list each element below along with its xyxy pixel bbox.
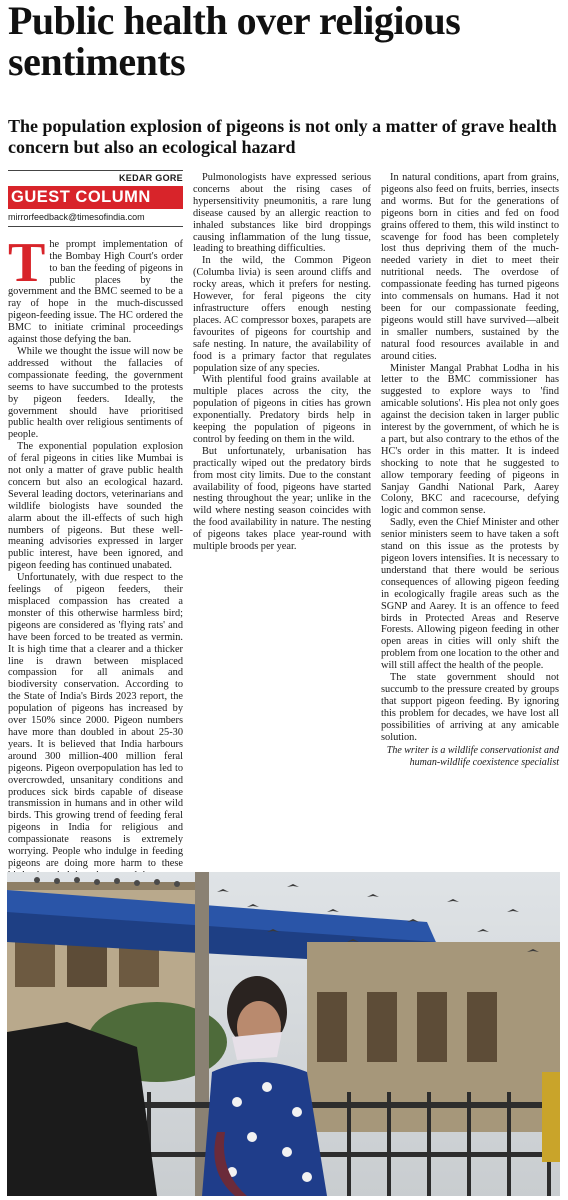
article-column-2 bbox=[193, 172, 371, 553]
author-signoff: The writer is a wildlife conservationist and human-wildlife coexistence specialist bbox=[386, 744, 559, 768]
headline: Public health over religious sentiments bbox=[8, 0, 461, 84]
article-paragraph: With plentiful food grains available at multiple places across the city, the population of pigeons in cities has grown exponentially. Predatory birds help in keeping the population of pigeons in control by feeding on them in the wild. bbox=[193, 374, 371, 445]
article-paragraph: The state government should not succumb to the pressure created by groups that support pigeon feeding. By ignoring this problem for decades, we have lost all possibilities of arriving at any amicable solution. bbox=[381, 672, 559, 743]
photo-illustration bbox=[7, 872, 560, 1196]
guest-column-label: GUEST COLUMN bbox=[8, 186, 183, 209]
article-paragraph: But unfortunately, urbanisation has practically wiped out the predatory birds from most city limits. Due to the constant availability of food, pigeons have started nesting throughout the year; unlike in the wild where nesting season coincides with the food availability in nature. The nesting of pigeons takes place year-round with multiple broods per year. bbox=[193, 445, 371, 553]
article-paragraph: Minister Mangal Prabhat Lodha in his letter to the BMC commissioner has suggested to explore ways to 'find amicable solutions'. His plea not only goes against the decision taken in larger public interest by the government, of which he is a part, but also contrary to the ethos of the HC's order in this matter. It is indeed shocking to note that he suggested to allow temporary feeding of pigeons in Sanjay Gandhi National Park, Aarey Colony, BKC and racecourse, defying logic and common sense. bbox=[381, 362, 559, 517]
article-paragraph: Pulmonologists have expressed serious concerns about the rising cases of hypersensitivity pneumonitis, a rare lung disease caused by an allergic reaction to inhaled substances like bird droppings causing inflammation of the lung tissue, leading to breathing difficulties. bbox=[193, 172, 371, 255]
drop-cap: T bbox=[8, 231, 46, 294]
article-paragraph: The exponential population explosion of feral pigeons in cities like Mumbai is not only a matter of grave public health concern but also an ecological hazard. Several leading doctors, veterinarians and wildlife biologists have sounded the alarm about the ill-effects of such high numbers of pigeons. But these well-meaning advisories expressed in larger public interest, have been ignored, and pigeon feeding has continued unabated. bbox=[8, 441, 183, 572]
article-paragraph: While we thought the issue will now be addressed without the fallacies of compassionate feeding, the government seems to have succumbed to the protests by pigeon feeders. Ideally, the government should have prioritised public health over religious sentiments of people. bbox=[8, 345, 183, 441]
article-paragraph: Sadly, even the Chief Minister and other senior ministers seem to have taken a soft stand on this issue as the protests by pigeon lovers intensifies. It is necessary to understand that there would be serious consequences of allowing pigeon feeding in ecologically fragile areas such as the SGNP and Aarey. It is an offence to feed birds in Protected Areas and Reserve Forests. Allowing pigeon feeding in other open areas in cities will only shift the problem from one location to the other and will still affect the health of the people. bbox=[381, 517, 559, 672]
paragraph-text: he prompt implementation of the Bombay High Court's order to ban the feeding of pigeons in public places by the government and the BMC seemed to be a ray of hope in the much-discussed pigeon-feeding issue. The HC ordered the BMC to initiate criminal proceedings against those defying the ban. bbox=[8, 238, 183, 346]
feedback-email[interactable]: mirrorfeedback@timesofindia.com bbox=[8, 209, 183, 227]
guest-column-byline-box bbox=[8, 170, 183, 227]
article-paragraph: Unfortunately, with due respect to the feelings of pigeon feeders, their misplaced compassion has created a monster of this otherwise harmless bird; pigeons are considered as 'flying rats' and have been forced to be treated as vermin. It is high time that a clearer and a thicker line is drawn between misplaced compassion for all animals and biodiversity conservation. According to the State of India's Birds 2023 report, the population of pigeons has increased by over 150% since 2000. Pigeon numbers have more than doubled in about 25-30 years. It is believed that India harbours around 300 million-400 million feral pigeons. Pigeon overpopulation has led to overcrowded, unsanitary conditions and produces sick birds capable of disease transmission in humans and in other wild birds. This growing trend of feeding feral pigeons in India for religious and compassionate reasons is extremely worrying. People who indulge in feeding pigeons are doing more harm to these bbox=[8, 572, 183, 869]
article-column-3 bbox=[381, 172, 559, 769]
deck-subheadline: The population explosion of pigeons is not only a matter of grave health concern but also an ecological hazard bbox=[8, 116, 557, 157]
article-photo bbox=[7, 872, 560, 1196]
article-paragraph: In the wild, the Common Pigeon (Columba livia) is seen around cliffs and rocky areas, which it prefers for nesting. However, for feral pigeons the city infrastructure offers enough nesting places. AC compressor boxes, parapets are favourites of pigeons for courtship and safe nesting. In nature, the availability of food is a primary factor that regulates population size of any species. bbox=[193, 255, 371, 374]
author-name: KEDAR GORE bbox=[8, 170, 183, 186]
article-paragraph: In natural conditions, apart from grains, pigeons also feed on fruits, berries, insects and worms. But for the generations of pigeons born in cities and fed on food grains offered to them, this wild instinct to scavenge for food has been completely lost thus depriving them of the much-needed variety in diet to meet their nutritional needs. The overdose of compassionate feeding has turned pigeons into commensals on humans. Had it not been for our compassionate feeding, pigeons would still have survived—albeit in smaller numbers, sustained by the natural food resources available in and around cities. bbox=[381, 172, 559, 362]
article-column-1 bbox=[8, 170, 183, 941]
article-paragraph bbox=[8, 231, 183, 346]
